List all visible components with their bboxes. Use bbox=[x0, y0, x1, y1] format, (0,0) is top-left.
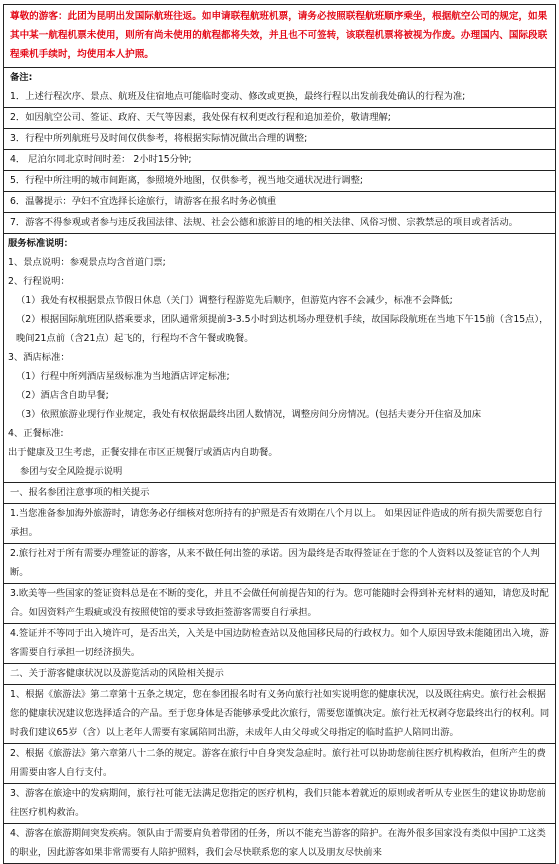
service-section bbox=[3, 234, 556, 483]
flight-notice bbox=[3, 4, 556, 68]
service-line: （1）我处有权根据景点节假日休息（关门）调整行程游览先后顺序，但游览内容不会减少，标准不会降低; bbox=[16, 295, 453, 306]
service-line: 3、酒店标准： bbox=[8, 352, 70, 363]
service-line: 出于健康及卫生考虑，正餐安排在市区正规餐厅或酒店内自助餐。 bbox=[8, 447, 278, 458]
safety-row bbox=[3, 624, 556, 664]
safety-section1-heading bbox=[3, 483, 556, 504]
safety-row bbox=[3, 744, 556, 784]
section-heading: 一、报名参团注意事项的相关提示 bbox=[10, 487, 150, 498]
safety-row bbox=[3, 544, 556, 584]
remark-row bbox=[3, 171, 556, 192]
section-heading: 二、关于游客健康状况以及游览活动的风险相关提示 bbox=[10, 668, 224, 679]
remark-item: 7．游客不得参观或者参与违反我国法律、法规、社会公德和旅游目的地的相关法律、风俗习惯、宗教禁忌的项目或者活动。 bbox=[10, 217, 518, 228]
service-line: （1）行程中所列酒店星级标准为当地酒店评定标准; bbox=[16, 371, 230, 382]
remark-row bbox=[3, 192, 556, 213]
safety-item: 3.欧美等一些国家的签证资料总是在不断的变化，并且不会做任何前提告知的行为。您可能随时会得到补充材料的通知，请您及时配合。如因资料产生瑕疵或没有按照使馆的要求导致拒签游客需要自行承担。 bbox=[10, 588, 549, 618]
remark-row bbox=[3, 108, 556, 129]
safety-item: 4.签证并不等同于出入境许可，是否出关，入关是中国边防检查站以及他国移民局的行政权力。如个人原因导致未能随团出入境，游客需要自行承担一切经济损失。 bbox=[10, 628, 549, 658]
safety-item: 1.当您准备参加海外旅游时，请您务必仔细核对您所持有的护照是否有效期在八个月以上。 如果因证件造成的所有损失需要您自行承担。 bbox=[10, 508, 543, 538]
remark-item: 2．如因航空公司、签证、政府、天气等因素，我处保有权利更改行程和追加差价，敬请理解; bbox=[10, 112, 391, 123]
safety-item: 3、游客在旅途中的发病期间，旅行社可能无法满足您指定的医疗机构，我们只能本着就近的原则或者听从专业医生的建议协助您前往医疗机构救治。 bbox=[10, 788, 546, 818]
service-line: 1、景点说明：参观景点均含首道门票; bbox=[8, 257, 166, 268]
safety-row bbox=[3, 824, 556, 864]
safety-item: 4、游客在旅游期间突发疾病。领队由于需要肩负着带团的任务，所以不能充当游客的陪护。在海外很多国家没有类似中国护工这类的职业，因此游客如果非常需要有人陪护照料，我们会尽快联系您的家人以及朋友尽快前来 bbox=[10, 828, 546, 858]
remark-row bbox=[3, 150, 556, 171]
safety-row bbox=[3, 784, 556, 824]
remarks-section bbox=[3, 68, 556, 108]
remark-item: 1．上述行程次序、景点、航班及住宿地点可能临时变动、修改或更换，最终行程以出发前我处确认的行程为准; bbox=[10, 91, 466, 102]
safety-section2-heading bbox=[3, 664, 556, 685]
terms-document bbox=[3, 4, 556, 864]
remark-item: 3．行程中所列航班号及时间仅供参考，将根据实际情况做出合理的调整; bbox=[10, 133, 308, 144]
service-line: （2）根据国际航班团队搭乘要求，团队通常须提前3-3.5小时到达机场办理登机手续，故国际段航班在当地下午15前（含15点），晚间21点前（含21点）起飞的，行程均不含午餐或晚餐。 bbox=[16, 314, 549, 344]
service-title: 服务标准说明： bbox=[8, 238, 74, 249]
service-line: （3）依照旅游业现行作业规定，我处有权依据最终出团人数情况，调整房间分房情况。(包括夫妻分开住宿及加床 bbox=[16, 409, 482, 420]
service-line: 4、正餐标准: bbox=[8, 428, 64, 439]
remark-item: 5．行程中所注明的城市间距离，参照境外地图，仅供参考，视当地交通状况进行调整; bbox=[10, 175, 364, 186]
safety-item: 1、根据《旅游法》第二章第十五条之规定，您在参团报名时有义务向旅行社如实说明您的健康状况，以及既往病史。旅行社会根据您的健康状况建议您选择适合的产品。至于您身体是否能够承受此次旅行，需要您谨慎决定。旅行社无权剥夺您最终出行的权利。同时我们建议65岁（含）以上老年人需要有家属陪同出游，未成年人由父母或父母指定的临时监护人陪同出游。 bbox=[10, 689, 550, 738]
safety-row bbox=[3, 584, 556, 624]
service-line: 2、行程说明： bbox=[8, 276, 70, 287]
remark-item: 4． 尼泊尔同北京时间时差： 2小时15分钟; bbox=[10, 154, 192, 165]
remarks-title: 备注: bbox=[10, 72, 33, 83]
remark-row bbox=[3, 213, 556, 234]
service-line: （2）酒店含自助早餐; bbox=[16, 390, 109, 401]
remark-item: 6．温馨提示：孕妇不宜选择长途旅行，请游客在报名时务必慎重 bbox=[10, 196, 277, 207]
safety-row bbox=[3, 685, 556, 744]
safety-row bbox=[3, 504, 556, 544]
flight-notice-text: 尊敬的游客：此团为昆明出发国际航班往返。如申请联程航班机票，请务必按照联程航班顺序乘坐，根据航空公司的规定，如果其中某一航程机票未使用，则所有尚未使用的航程都将失效，并且也不可签转，该联程机票将被视为作废。办理国内、国际段联程乘机手续时，均使用本人护照。 bbox=[10, 11, 548, 60]
safety-item: 2.旅行社对于所有需要办理签证的游客，从来不做任何出签的承诺。因为最终是否取得签证在于您的个人资料以及签证官的个人判断。 bbox=[10, 548, 540, 578]
remark-row bbox=[3, 129, 556, 150]
safety-title: 参团与安全风险提示说明 bbox=[20, 466, 123, 477]
safety-item: 2、根据《旅游法》第六章第八十二条的规定。游客在旅行中自身突发急症时。旅行社可以协助您前往医疗机构救治，但所产生的费用需要由客人自行支付。 bbox=[10, 748, 546, 778]
